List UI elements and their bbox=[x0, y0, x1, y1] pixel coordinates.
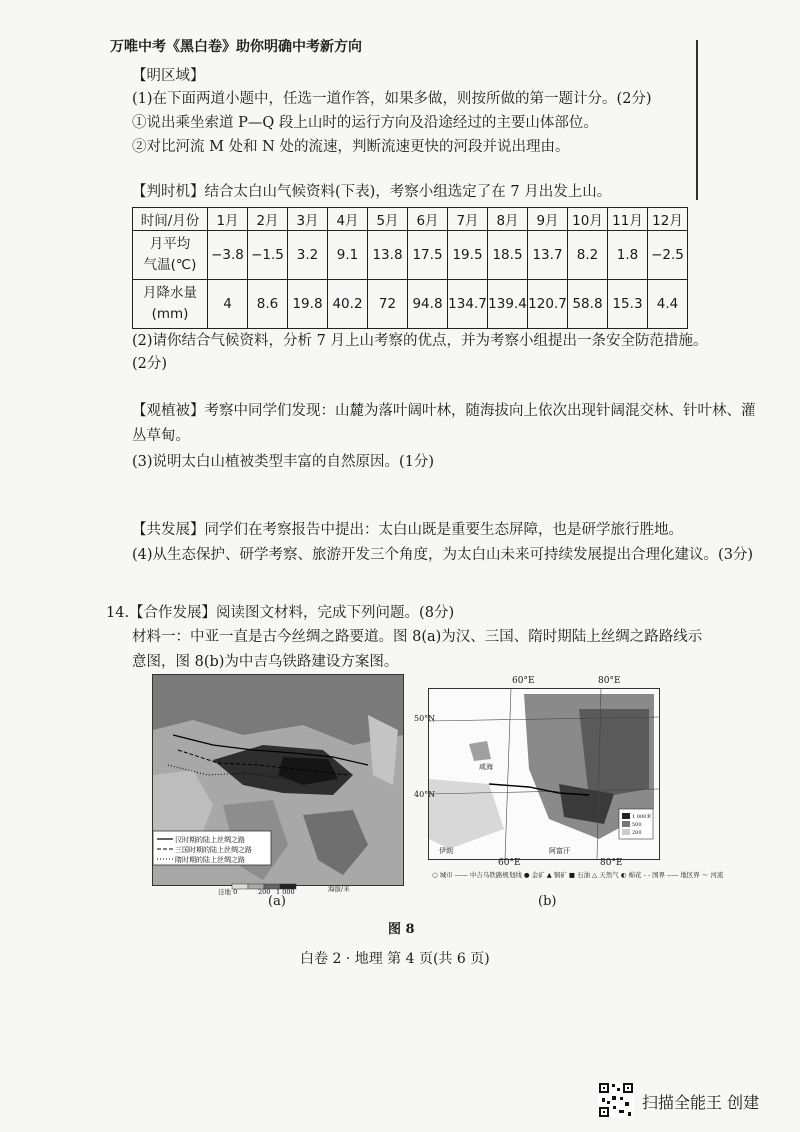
temp-cell: 3.2 bbox=[288, 231, 328, 280]
margin-rule bbox=[696, 40, 698, 200]
scale-bar bbox=[218, 883, 398, 895]
legend-han: 汉时期的陆上丝绸之路 bbox=[175, 836, 245, 844]
lon-label-60e-bottom: 60°E bbox=[498, 858, 521, 868]
silk-road-map-a bbox=[152, 674, 404, 886]
month-cell: 12月 bbox=[648, 208, 688, 231]
temp-cell: −3.8 bbox=[208, 231, 248, 280]
table-row bbox=[133, 280, 688, 329]
lat-label-50n: 50°N bbox=[414, 714, 436, 723]
label-iran: 伊朗 bbox=[439, 847, 453, 855]
qr-code-icon bbox=[598, 1082, 634, 1118]
precip-cell: 19.8 bbox=[288, 280, 328, 329]
month-cell: 9月 bbox=[528, 208, 568, 231]
legend-sui: 隋时期的陆上丝绸之路 bbox=[175, 856, 245, 864]
scale-label-1000: 1 000 bbox=[276, 888, 295, 895]
temp-row-label bbox=[133, 231, 208, 280]
lon-label-80e-bottom: 80°E bbox=[600, 858, 623, 868]
question-4-text: (4)从生态保护、研学考察、旅游开发三个角度，为太白山未来可持续发展提出合理化建议。(3分) bbox=[132, 547, 754, 563]
precip-cell: 139.4 bbox=[488, 280, 528, 329]
temp-label-line1: 月平均 bbox=[149, 236, 191, 252]
precip-cell: 134.7 bbox=[448, 280, 488, 329]
legend-three-kingdoms: 三国时期的陆上丝绸之路 bbox=[175, 846, 252, 854]
temp-cell: 13.7 bbox=[528, 231, 568, 280]
precip-cell: 4 bbox=[208, 280, 248, 329]
elev-legend-1000: 1 000米 bbox=[632, 814, 652, 820]
caption-b: (b) bbox=[538, 894, 557, 909]
month-cell: 2月 bbox=[248, 208, 288, 231]
temp-label-line2: 气温(℃) bbox=[143, 257, 197, 273]
scale-label-200: 200 bbox=[258, 888, 271, 895]
climate-intro: 【判时机】结合太白山气候资料(下表)，考察小组选定了在 7 月出发上山。 bbox=[132, 184, 612, 200]
section-title-region: 【明区域】 bbox=[132, 68, 205, 84]
temp-cell: 18.5 bbox=[488, 231, 528, 280]
lon-label-60e-top: 60°E bbox=[512, 676, 535, 686]
table-row bbox=[133, 231, 688, 280]
table-header-label: 时间/月份 bbox=[133, 208, 208, 231]
temp-cell: 1.8 bbox=[608, 231, 648, 280]
scanner-watermark: 扫描全能王 创建 bbox=[642, 1093, 760, 1112]
month-cell: 1月 bbox=[208, 208, 248, 231]
elev-legend-200: 200 bbox=[632, 830, 642, 836]
vegetation-intro-cont: 丛草甸。 bbox=[132, 428, 190, 444]
precip-cell: 58.8 bbox=[568, 280, 608, 329]
month-cell: 11月 bbox=[608, 208, 648, 231]
lat-label-40n: 40°N bbox=[414, 790, 436, 799]
precip-cell: 40.2 bbox=[328, 280, 368, 329]
table-row bbox=[133, 208, 688, 231]
month-cell: 3月 bbox=[288, 208, 328, 231]
climate-table bbox=[132, 207, 688, 329]
map-b-legend: ○ 城市 —— 中吉乌铁路规划线 ● 金矿 ▲ 铜矿 ■ 石油 △ 天然气 ◐ 棉花 - - 国界 ----- 地区界 ～ 河流 bbox=[432, 871, 724, 879]
precip-cell: 72 bbox=[368, 280, 408, 329]
month-cell: 7月 bbox=[448, 208, 488, 231]
page-header: 万唯中考《黑白卷》助你明确中考新方向 bbox=[110, 39, 362, 55]
precip-cell: 8.6 bbox=[248, 280, 288, 329]
temp-cell: 9.1 bbox=[328, 231, 368, 280]
question-2-score: (2分) bbox=[132, 356, 168, 372]
month-cell: 8月 bbox=[488, 208, 528, 231]
figure-title: 图 8 bbox=[388, 922, 415, 937]
scale-unit: 海拔/米 bbox=[328, 885, 350, 893]
question-1-text: (1)在下面两道小题中，任选一道作答，如果多做，则按所做的第一题计分。(2分) bbox=[132, 91, 652, 107]
elevation-scale bbox=[218, 880, 398, 895]
precip-cell: 15.3 bbox=[608, 280, 648, 329]
month-cell: 5月 bbox=[368, 208, 408, 231]
material-1-line1: 材料一：中亚一直是古今丝绸之路要道。图 8(a)为汉、三国、隋时期陆上丝绸之路路线示 bbox=[132, 629, 703, 645]
temp-cell: 17.5 bbox=[408, 231, 448, 280]
month-cell: 4月 bbox=[328, 208, 368, 231]
lon-label-80e-top: 80°E bbox=[598, 676, 621, 686]
railway-map-b bbox=[428, 688, 660, 860]
question-1-option-a: ①说出乘坐索道 P—Q 段上山时的运行方向及沿途经过的主要山体部位。 bbox=[132, 115, 598, 131]
month-cell: 6月 bbox=[408, 208, 448, 231]
caption-a: (a) bbox=[268, 894, 286, 909]
precip-label-line2: (mm) bbox=[151, 306, 189, 322]
precip-cell: 4.4 bbox=[648, 280, 688, 329]
precip-cell: 94.8 bbox=[408, 280, 448, 329]
question-2-text: (2)请你结合气候资料，分析 7 月上山考察的优点，并为考察小组提出一条安全防范措施。 bbox=[132, 333, 708, 349]
terrain-map-a bbox=[153, 675, 403, 885]
vegetation-intro: 【观植被】考察中同学们发现：山麓为落叶阔叶林，随海拔向上依次出现针阔混交林、针叶林、灌 bbox=[132, 403, 756, 419]
month-cell: 10月 bbox=[568, 208, 608, 231]
question-3-text: (3)说明太白山植被类型丰富的自然原因。(1分) bbox=[132, 454, 435, 470]
terrain-map-b bbox=[429, 689, 659, 859]
precip-cell: 120.7 bbox=[528, 280, 568, 329]
temp-cell: 13.8 bbox=[368, 231, 408, 280]
label-afghanistan: 阿富汗 bbox=[549, 847, 570, 855]
question-14-title: 14.【合作发展】阅读图文材料，完成下列问题。(8分) bbox=[106, 605, 455, 621]
page-footer: 白卷 2 · 地理 第 4 页(共 6 页) bbox=[300, 951, 490, 967]
label-aral-sea: 咸海 bbox=[479, 763, 493, 771]
temp-cell: 8.2 bbox=[568, 231, 608, 280]
precip-row-label bbox=[133, 280, 208, 329]
elev-legend-500: 500 bbox=[632, 822, 642, 828]
precip-label-line1: 月降水量 bbox=[143, 285, 197, 301]
scale-label-low: 洼地 0 bbox=[218, 888, 238, 895]
temp-cell: −2.5 bbox=[648, 231, 688, 280]
material-1-line2: 意图，图 8(b)为中吉乌铁路建设方案图。 bbox=[132, 654, 399, 670]
temp-cell: −1.5 bbox=[248, 231, 288, 280]
question-1-option-b: ②对比河流 M 处和 N 处的流速，判断流速更快的河段并说出理由。 bbox=[132, 139, 570, 155]
temp-cell: 19.5 bbox=[448, 231, 488, 280]
development-intro: 【共发展】同学们在考察报告中提出：太白山既是重要生态屏障，也是研学旅行胜地。 bbox=[132, 522, 683, 538]
